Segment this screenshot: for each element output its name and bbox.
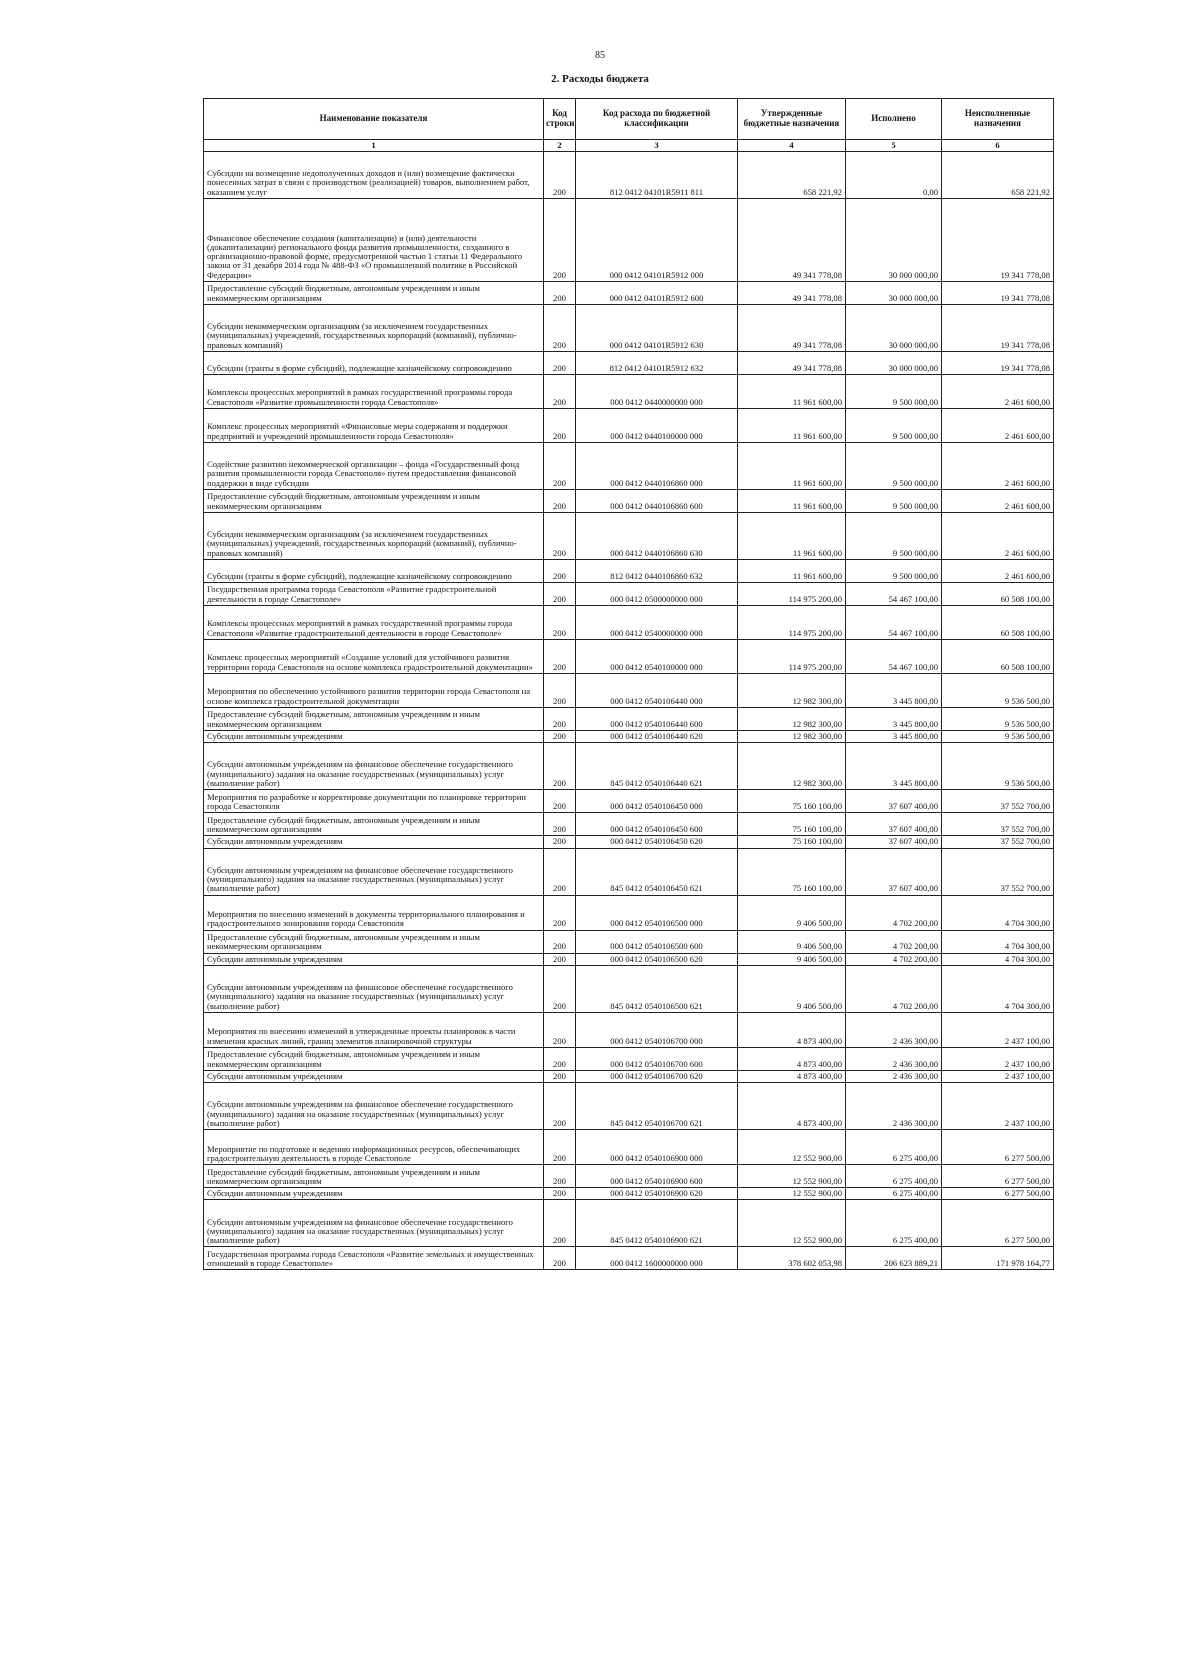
row-executed: 9 500 000,00: [846, 513, 942, 560]
row-name: Субсидии автономным учреждениям: [204, 1188, 544, 1200]
row-line-code: 200: [544, 305, 576, 352]
row-line-code: 200: [544, 930, 576, 953]
row-unexecuted: 9 536 500,00: [942, 708, 1054, 731]
row-executed: 37 607 400,00: [846, 836, 942, 848]
row-approved: 4 873 400,00: [738, 1083, 846, 1130]
row-classification-code: 845 0412 0540106440 621: [576, 743, 738, 790]
row-name: Субсидии некоммерческим организациям (за исключением государственных (муниципальных) учреждений, государственных корпораций (компаний), публично-правовых компаний): [204, 513, 544, 560]
row-line-code: 200: [544, 1083, 576, 1130]
row-name: Мероприятия по обеспечению устойчивого развития территории города Севастополя на основе комплекса градостроительной документации: [204, 674, 544, 708]
row-unexecuted: 658 221,92: [942, 152, 1054, 199]
row-executed: 6 275 400,00: [846, 1188, 942, 1200]
row-approved: 4 873 400,00: [738, 1012, 846, 1047]
row-line-code: 200: [544, 409, 576, 443]
table-row: [204, 743, 1054, 790]
row-line-code: 200: [544, 606, 576, 640]
row-approved: 114 975 200,00: [738, 640, 846, 674]
row-unexecuted: 37 552 700,00: [942, 790, 1054, 813]
row-approved: 378 602 053,98: [738, 1247, 846, 1270]
row-approved: 75 160 100,00: [738, 836, 846, 848]
table-row: [204, 813, 1054, 836]
row-classification-code: 000 0412 0440106860 630: [576, 513, 738, 560]
row-unexecuted: 9 536 500,00: [942, 674, 1054, 708]
row-executed: 3 445 800,00: [846, 674, 942, 708]
row-unexecuted: 2 461 600,00: [942, 490, 1054, 513]
row-unexecuted: 6 277 500,00: [942, 1188, 1054, 1200]
table-row: [204, 513, 1054, 560]
row-executed: 9 500 000,00: [846, 560, 942, 583]
row-unexecuted: 60 508 100,00: [942, 606, 1054, 640]
expenditure-table: [203, 98, 1054, 1270]
row-unexecuted: 9 536 500,00: [942, 743, 1054, 790]
row-executed: 30 000 000,00: [846, 305, 942, 352]
row-unexecuted: 2 461 600,00: [942, 409, 1054, 443]
row-name: Мероприятия по внесению изменений в утвержденные проекты планировок в части изменения красных линий, границ элементов планировочной структуры: [204, 1012, 544, 1047]
table-row: [204, 1012, 1054, 1047]
row-line-code: 200: [544, 743, 576, 790]
row-executed: 2 436 300,00: [846, 1070, 942, 1082]
row-name: Субсидии автономным учреждениям на финансовое обеспечение государственного (муниципального) задания на оказание государственных (муниципальных) услуг (выполнение работ): [204, 1200, 544, 1247]
table-row: [204, 848, 1054, 895]
row-classification-code: 000 0412 0540106450 600: [576, 813, 738, 836]
row-approved: 11 961 600,00: [738, 490, 846, 513]
row-approved: 658 221,92: [738, 152, 846, 199]
row-name: Государственная программа города Севастополя «Развитие земельных и имущественных отношений в городе Севастополе»: [204, 1247, 544, 1270]
row-name: Предоставление субсидий бюджетным, автономным учреждениям и иным некоммерческим организациям: [204, 490, 544, 513]
row-executed: 4 702 200,00: [846, 965, 942, 1012]
row-line-code: 200: [544, 1047, 576, 1070]
table-row: [204, 560, 1054, 583]
row-unexecuted: 2 437 100,00: [942, 1012, 1054, 1047]
row-classification-code: 000 0412 0540100000 000: [576, 640, 738, 674]
row-line-code: 200: [544, 836, 576, 848]
row-classification-code: 000 0412 0540106450 620: [576, 836, 738, 848]
row-unexecuted: 9 536 500,00: [942, 731, 1054, 743]
row-unexecuted: 4 704 300,00: [942, 953, 1054, 965]
row-executed: 37 607 400,00: [846, 848, 942, 895]
row-classification-code: 812 0412 0440106860 632: [576, 560, 738, 583]
row-unexecuted: 19 341 778,08: [942, 352, 1054, 375]
row-approved: 11 961 600,00: [738, 443, 846, 490]
row-line-code: 200: [544, 708, 576, 731]
row-executed: 9 500 000,00: [846, 409, 942, 443]
row-executed: 54 467 100,00: [846, 640, 942, 674]
row-approved: 12 982 300,00: [738, 708, 846, 731]
table-row: [204, 152, 1054, 199]
row-name: Субсидии автономным учреждениям: [204, 1070, 544, 1082]
row-executed: 54 467 100,00: [846, 606, 942, 640]
row-line-code: 200: [544, 352, 576, 375]
table-row: [204, 640, 1054, 674]
table-row: [204, 606, 1054, 640]
row-unexecuted: 37 552 700,00: [942, 813, 1054, 836]
table-row: [204, 583, 1054, 606]
row-name: Субсидии автономным учреждениям на финансовое обеспечение государственного (муниципального) задания на оказание государственных (муниципальных) услуг (выполнение работ): [204, 848, 544, 895]
row-classification-code: 000 0412 0540106900 620: [576, 1188, 738, 1200]
row-unexecuted: 2 461 600,00: [942, 513, 1054, 560]
row-approved: 12 552 900,00: [738, 1165, 846, 1188]
column-number: 4: [738, 140, 846, 152]
row-classification-code: 000 0412 0540106700 600: [576, 1047, 738, 1070]
table-row: [204, 836, 1054, 848]
row-classification-code: 000 0412 04101R5912 600: [576, 282, 738, 305]
row-executed: 30 000 000,00: [846, 352, 942, 375]
row-name: Мероприятия по разработке и корректировке документации по планировке территории города Севастополя: [204, 790, 544, 813]
header-line-code: Код строки: [544, 99, 576, 140]
table-row: [204, 1070, 1054, 1082]
table-row: [204, 953, 1054, 965]
row-approved: 12 982 300,00: [738, 731, 846, 743]
row-unexecuted: 4 704 300,00: [942, 965, 1054, 1012]
row-classification-code: 000 0412 0540000000 000: [576, 606, 738, 640]
row-line-code: 200: [544, 731, 576, 743]
row-name: Субсидии на возмещение недополученных доходов и (или) возмещение фактически понесенных затрат в связи с производством (реализацией) товаров, выполнением работ, оказанием услуг: [204, 152, 544, 199]
row-unexecuted: 6 277 500,00: [942, 1165, 1054, 1188]
table-header-row: [204, 99, 1054, 140]
row-name: Субсидии автономным учреждениям: [204, 953, 544, 965]
row-classification-code: 000 0412 0540106440 000: [576, 674, 738, 708]
row-classification-code: 000 0412 0540106500 000: [576, 895, 738, 930]
row-classification-code: 845 0412 0540106500 621: [576, 965, 738, 1012]
table-row: [204, 1247, 1054, 1270]
row-executed: 9 500 000,00: [846, 443, 942, 490]
row-unexecuted: 2 461 600,00: [942, 443, 1054, 490]
row-line-code: 200: [544, 1165, 576, 1188]
row-classification-code: 000 0412 0540106900 000: [576, 1130, 738, 1165]
table-row: [204, 674, 1054, 708]
row-approved: 12 552 900,00: [738, 1130, 846, 1165]
row-name: Комплексы процессных мероприятий в рамках государственной программы города Севастополя «Развитие промышленности города Севастополя»: [204, 375, 544, 409]
row-approved: 12 982 300,00: [738, 743, 846, 790]
row-unexecuted: 171 978 164,77: [942, 1247, 1054, 1270]
row-approved: 75 160 100,00: [738, 848, 846, 895]
row-classification-code: 000 0412 0440100000 000: [576, 409, 738, 443]
row-unexecuted: 2 437 100,00: [942, 1070, 1054, 1082]
row-name: Комплекс процессных мероприятий «Создание условий для устойчивого развития территории города Севастополя на основе комплекса градостроительной документации»: [204, 640, 544, 674]
row-classification-code: 000 0412 0540106700 000: [576, 1012, 738, 1047]
row-approved: 11 961 600,00: [738, 375, 846, 409]
row-unexecuted: 2 437 100,00: [942, 1047, 1054, 1070]
row-line-code: 200: [544, 375, 576, 409]
row-name: Финансовое обеспечение создания (капитализации) и (или) деятельности (докапитализации) регионального фонда развития промышленности, созданного в организационно-правовой форме, предусмотренной частью 1 статьи 11 Федерального закона от 31 декабря 2014 года № 488-ФЗ «О промышленной политике в Российской Федерации»: [204, 199, 544, 282]
row-unexecuted: 2 461 600,00: [942, 560, 1054, 583]
row-unexecuted: 4 704 300,00: [942, 930, 1054, 953]
table-row: [204, 965, 1054, 1012]
header-approved: Утвержденные бюджетные назначения: [738, 99, 846, 140]
table-row: [204, 708, 1054, 731]
table-row: [204, 490, 1054, 513]
row-line-code: 200: [544, 674, 576, 708]
row-executed: 3 445 800,00: [846, 731, 942, 743]
column-number: 1: [204, 140, 544, 152]
row-classification-code: 845 0412 0540106900 621: [576, 1200, 738, 1247]
row-classification-code: 000 0412 0540106500 620: [576, 953, 738, 965]
row-executed: 9 500 000,00: [846, 490, 942, 513]
row-unexecuted: 60 508 100,00: [942, 583, 1054, 606]
row-classification-code: 812 0412 04101R5912 632: [576, 352, 738, 375]
row-name: Предоставление субсидий бюджетным, автономным учреждениям и иным некоммерческим организациям: [204, 930, 544, 953]
row-line-code: 200: [544, 282, 576, 305]
table-row: [204, 305, 1054, 352]
row-classification-code: 845 0412 0540106450 621: [576, 848, 738, 895]
table-row: [204, 1165, 1054, 1188]
row-unexecuted: 6 277 500,00: [942, 1200, 1054, 1247]
table-row: [204, 409, 1054, 443]
table-row: [204, 352, 1054, 375]
row-line-code: 200: [544, 560, 576, 583]
row-classification-code: 000 0412 0500000000 000: [576, 583, 738, 606]
row-line-code: 200: [544, 953, 576, 965]
row-classification-code: 000 0412 0440106860 600: [576, 490, 738, 513]
table-row: [204, 443, 1054, 490]
row-unexecuted: 37 552 700,00: [942, 836, 1054, 848]
row-executed: 0,00: [846, 152, 942, 199]
table-row: [204, 199, 1054, 282]
row-approved: 4 873 400,00: [738, 1070, 846, 1082]
row-executed: 37 607 400,00: [846, 813, 942, 836]
row-unexecuted: 60 508 100,00: [942, 640, 1054, 674]
row-classification-code: 000 0412 04101R5912 630: [576, 305, 738, 352]
table-row: [204, 1047, 1054, 1070]
row-name: Предоставление субсидий бюджетным, автономным учреждениям и иным некоммерческим организациям: [204, 1047, 544, 1070]
row-name: Комплексы процессных мероприятий в рамках государственной программы города Севастополя «Развитие градостроительной деятельности в городе Севастополе»: [204, 606, 544, 640]
row-executed: 54 467 100,00: [846, 583, 942, 606]
row-line-code: 200: [544, 490, 576, 513]
row-classification-code: 000 0412 0540106900 600: [576, 1165, 738, 1188]
table-row: [204, 1200, 1054, 1247]
row-name: Субсидии (гранты в форме субсидий), подлежащие казначейскому сопровождению: [204, 560, 544, 583]
row-name: Субсидии некоммерческим организациям (за исключением государственных (муниципальных) учреждений, государственных корпораций (компаний), публично-правовых компаний): [204, 305, 544, 352]
row-line-code: 200: [544, 513, 576, 560]
row-approved: 9 406 500,00: [738, 895, 846, 930]
row-line-code: 200: [544, 790, 576, 813]
row-name: Предоставление субсидий бюджетным, автономным учреждениям и иным некоммерческим организациям: [204, 282, 544, 305]
row-classification-code: 000 0412 0540106500 600: [576, 930, 738, 953]
row-executed: 6 275 400,00: [846, 1200, 942, 1247]
row-line-code: 200: [544, 895, 576, 930]
row-executed: 30 000 000,00: [846, 282, 942, 305]
row-name: Содействие развитию некоммерческой организации – фонда «Государственный фонд развития промышленности города Севастополя» путем предоставления финансовой поддержки в виде субсидии: [204, 443, 544, 490]
row-approved: 49 341 778,08: [738, 282, 846, 305]
row-executed: 2 436 300,00: [846, 1012, 942, 1047]
row-approved: 11 961 600,00: [738, 560, 846, 583]
table-row: [204, 282, 1054, 305]
row-approved: 49 341 778,08: [738, 352, 846, 375]
table-row: [204, 1130, 1054, 1165]
row-line-code: 200: [544, 1200, 576, 1247]
table-row: [204, 930, 1054, 953]
row-classification-code: 000 0412 0540106440 600: [576, 708, 738, 731]
row-classification-code: 000 0412 04101R5912 000: [576, 199, 738, 282]
row-line-code: 200: [544, 443, 576, 490]
column-number-row: [204, 140, 1054, 152]
row-executed: 4 702 200,00: [846, 953, 942, 965]
row-name: Субсидии автономным учреждениям: [204, 731, 544, 743]
row-line-code: 200: [544, 848, 576, 895]
row-classification-code: 000 0412 0440000000 000: [576, 375, 738, 409]
row-name: Субсидии автономным учреждениям на финансовое обеспечение государственного (муниципального) задания на оказание государственных (муниципальных) услуг (выполнение работ): [204, 965, 544, 1012]
header-executed: Исполнено: [846, 99, 942, 140]
row-name: Субсидии автономным учреждениям на финансовое обеспечение государственного (муниципального) задания на оказание государственных (муниципальных) услуг (выполнение работ): [204, 743, 544, 790]
row-approved: 9 406 500,00: [738, 953, 846, 965]
row-approved: 12 982 300,00: [738, 674, 846, 708]
row-approved: 75 160 100,00: [738, 813, 846, 836]
row-unexecuted: 2 461 600,00: [942, 375, 1054, 409]
row-executed: 206 623 889,21: [846, 1247, 942, 1270]
column-number: 2: [544, 140, 576, 152]
row-classification-code: 000 0412 1600000000 000: [576, 1247, 738, 1270]
row-executed: 30 000 000,00: [846, 199, 942, 282]
row-approved: 49 341 778,08: [738, 305, 846, 352]
row-approved: 4 873 400,00: [738, 1047, 846, 1070]
row-line-code: 200: [544, 1130, 576, 1165]
table-body: [204, 152, 1054, 1270]
row-approved: 11 961 600,00: [738, 409, 846, 443]
row-approved: 114 975 200,00: [738, 583, 846, 606]
row-executed: 2 436 300,00: [846, 1047, 942, 1070]
row-name: Предоставление субсидий бюджетным, автономным учреждениям и иным некоммерческим организациям: [204, 1165, 544, 1188]
row-line-code: 200: [544, 1247, 576, 1270]
header-classification-code: Код расхода по бюджетной классификации: [576, 99, 738, 140]
row-approved: 9 406 500,00: [738, 965, 846, 1012]
row-line-code: 200: [544, 640, 576, 674]
row-executed: 3 445 800,00: [846, 708, 942, 731]
row-name: Предоставление субсидий бюджетным, автономным учреждениям и иным некоммерческим организациям: [204, 708, 544, 731]
row-approved: 11 961 600,00: [738, 513, 846, 560]
row-line-code: 200: [544, 199, 576, 282]
row-unexecuted: 2 437 100,00: [942, 1083, 1054, 1130]
row-name: Предоставление субсидий бюджетным, автономным учреждениям и иным некоммерческим организациям: [204, 813, 544, 836]
page-number: 85: [595, 50, 605, 61]
table-row: [204, 895, 1054, 930]
row-unexecuted: 6 277 500,00: [942, 1130, 1054, 1165]
row-executed: 3 445 800,00: [846, 743, 942, 790]
row-executed: 6 275 400,00: [846, 1130, 942, 1165]
row-line-code: 200: [544, 965, 576, 1012]
row-executed: 9 500 000,00: [846, 375, 942, 409]
section-title: 2. Расходы бюджета: [551, 73, 649, 85]
header-unexecuted: Неисполненные назначения: [942, 99, 1054, 140]
row-name: Мероприятия по внесению изменений в документы территориального планирования и градостроительного зонирования города Севастополя: [204, 895, 544, 930]
table-row: [204, 790, 1054, 813]
table-row: [204, 731, 1054, 743]
row-classification-code: 845 0412 0540106700 621: [576, 1083, 738, 1130]
row-approved: 12 552 900,00: [738, 1188, 846, 1200]
column-number: 5: [846, 140, 942, 152]
header-name: Наименование показателя: [204, 99, 544, 140]
row-classification-code: 812 0412 04101R5911 811: [576, 152, 738, 199]
row-line-code: 200: [544, 583, 576, 606]
row-unexecuted: 37 552 700,00: [942, 848, 1054, 895]
row-unexecuted: 4 704 300,00: [942, 895, 1054, 930]
row-unexecuted: 19 341 778,08: [942, 282, 1054, 305]
column-number: 3: [576, 140, 738, 152]
row-line-code: 200: [544, 1188, 576, 1200]
row-name: Мероприятие по подготовке и ведению информационных ресурсов, обеспечивающих градостроительную деятельность в городе Севастополе: [204, 1130, 544, 1165]
row-name: Комплекс процессных мероприятий «Финансовые меры содержания и поддержки предприятий и учреждений промышленности города Севастополя»: [204, 409, 544, 443]
row-name: Субсидии автономным учреждениям на финансовое обеспечение государственного (муниципального) задания на оказание государственных (муниципальных) услуг (выполнение работ): [204, 1083, 544, 1130]
row-executed: 6 275 400,00: [846, 1165, 942, 1188]
row-line-code: 200: [544, 152, 576, 199]
row-classification-code: 000 0412 0540106700 620: [576, 1070, 738, 1082]
row-executed: 37 607 400,00: [846, 790, 942, 813]
row-approved: 12 552 900,00: [738, 1200, 846, 1247]
row-name: Субсидии автономным учреждениям: [204, 836, 544, 848]
row-line-code: 200: [544, 813, 576, 836]
row-classification-code: 000 0412 0540106440 620: [576, 731, 738, 743]
row-classification-code: 000 0412 0540106450 000: [576, 790, 738, 813]
row-name: Государственная программа города Севастополя «Развитие градостроительной деятельности в городе Севастополе»: [204, 583, 544, 606]
row-approved: 49 341 778,08: [738, 199, 846, 282]
row-unexecuted: 19 341 778,08: [942, 305, 1054, 352]
row-approved: 75 160 100,00: [738, 790, 846, 813]
table-row: [204, 375, 1054, 409]
row-executed: 4 702 200,00: [846, 930, 942, 953]
row-classification-code: 000 0412 0440106860 000: [576, 443, 738, 490]
row-executed: 2 436 300,00: [846, 1083, 942, 1130]
table-row: [204, 1188, 1054, 1200]
row-line-code: 200: [544, 1070, 576, 1082]
row-approved: 114 975 200,00: [738, 606, 846, 640]
row-line-code: 200: [544, 1012, 576, 1047]
row-unexecuted: 19 341 778,08: [942, 199, 1054, 282]
row-executed: 4 702 200,00: [846, 895, 942, 930]
row-approved: 9 406 500,00: [738, 930, 846, 953]
column-number: 6: [942, 140, 1054, 152]
table-row: [204, 1083, 1054, 1130]
row-name: Субсидии (гранты в форме субсидий), подлежащие казначейскому сопровождению: [204, 352, 544, 375]
